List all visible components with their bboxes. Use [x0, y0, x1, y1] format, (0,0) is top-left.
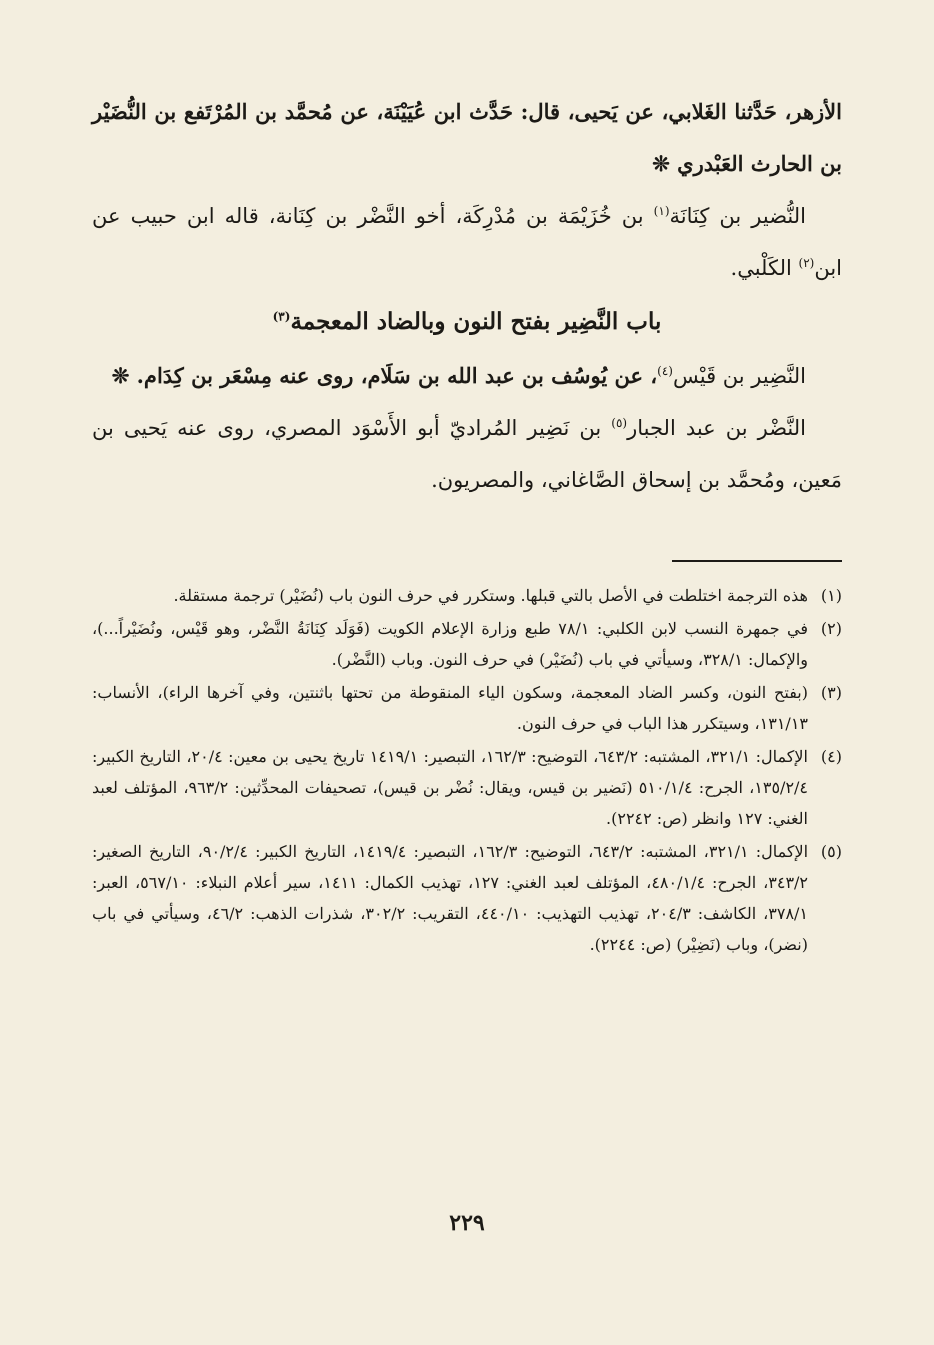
- footnotes: [92, 580, 842, 960]
- paragraph-nudayr-bin-kinana: [92, 190, 842, 294]
- footnote-ref[interactable]: (٥): [611, 416, 628, 430]
- footnote-5: [92, 836, 842, 960]
- footnote-3: [92, 677, 842, 739]
- paragraph-segment: النَّضْر بن عبد الجبار: [627, 416, 806, 440]
- footnote-text: في جمهرة النسب لابن الكلبي: ٧٨/١ طبع وزارة الإعلام الكويت (فَوَلَد كِنَانَةُ النَّضْر، وهو قَيْس، ونُضَيْراً...)، والإكمال: ٣٢٨/١، وسيأتي في باب (نُضَيْر) في حرف النون. وباب (النَّضْر).: [92, 619, 809, 669]
- footnote-number: (٥): [820, 842, 842, 861]
- paragraph-nadr-bin-abd-al-jabbar: [92, 402, 842, 506]
- footnote-number: (٢): [820, 619, 842, 638]
- page-number: ٢٢٩: [449, 1210, 485, 1236]
- footnote-4: [92, 741, 842, 834]
- footnote-number: (٣): [820, 683, 842, 702]
- footnote-separator: [672, 560, 842, 562]
- footnote-text: الإكمال: ٣٢١/١، المشتبه: ٦٤٣/٢، التوضيح: ١٦٢/٣، التبصير: ١٤١٩/١ تاريخ يحيى بن معين: ٢٠/٤، التاريخ الكبير: ١٣٥/٢/٤، الجرح: ٥١٠/١/٤ (نَضير بن قيس، ويقال: نُضْر بن قيس)، تصحيفات المحدِّثين: ٩٦٣/٢، المؤتلف لعبد الغني: ١٢٧ وانظر (ص: ٢٢٤٢).: [92, 747, 809, 828]
- footnote-number: (٤): [820, 747, 842, 766]
- heading-text: باب النَّضِير بفتح النون وبالضاد المعجمة: [290, 308, 662, 335]
- footnote-ref[interactable]: (٢): [798, 256, 815, 270]
- footnote-2: [92, 613, 842, 675]
- footnote-text: الإكمال: ٣٢١/١، المشتبه: ٦٤٣/٢، التوضيح: ١٦٢/٣، التبصير: ١٤١٩/٤، التاريخ الكبير: ٩٠/٢/٤، التاريخ الصغير: ٣٤٣/٢، الجرح: ٤٨٠/١/٤، المؤتلف لعبد الغني: ١٢٧، تهذيب الكمال: ١٤١١، سير أعلام النبلاء: ٥٦٧/١٠، العبر: ٣٧٨/١، الكاشف: ٢٠٤/٣، تهذيب التهذيب: ٤٤٠/١٠، التقريب: ٣٠٢/٢، شذرات الذهب: ٤٦/٢، وسيأتي في باب (نضر)، وباب (نَضِيْر) (ص: ٢٢٤٤).: [92, 842, 809, 954]
- paragraph-segment: بن خُزَيْمَة بن مُدْرِكَة، أخو النَّضْر بن كِنَانة، قاله ابن حبيب عن ابن: [92, 204, 842, 280]
- footnote-1: [92, 580, 842, 611]
- paragraph-isnad: [92, 86, 842, 190]
- paragraph-segment: الكَلْبي.: [730, 256, 799, 280]
- footnote-ref[interactable]: (٣): [272, 309, 291, 324]
- footnote-text: هذه الترجمة اختلطت في الأصل بالتي قبلها. وستكرر في حرف النون باب (نُضَيْر) ترجمة مستقلة.: [173, 586, 808, 605]
- section-heading: [92, 294, 842, 350]
- paragraph-segment: ، عن يُوسُف بن عبد الله بن سَلَام، روى عنه مِسْعَر بن كِدَام. ❊: [111, 363, 658, 388]
- footnote-ref[interactable]: (٤): [657, 364, 673, 378]
- paragraph-nadir-bin-qays: [92, 350, 842, 402]
- paragraph-segment: بن نَضِير المُراديّ أبو الأَسْوَد المصري، روى عنه يَحيى بن مَعين، ومُحمَّد بن إسحاق الصَّاغاني، والمصريون.: [92, 416, 842, 492]
- footnote-text: (بفتح النون، وكسر الضاد المعجمة، وسكون الياء المنقوطة من تحتها باثنتين، وفي آخرها الراء)، الأنساب: ١٣١/١٣، وسيتكرر هذا الباب في حرف النون.: [92, 683, 808, 733]
- footnote-number: (١): [820, 586, 842, 605]
- paragraph-segment: النُّضير بن كِنَانَة: [669, 204, 806, 228]
- main-text: [92, 86, 842, 506]
- paragraph-segment: النَّضِير بن قَيْس: [672, 364, 806, 388]
- footnote-ref[interactable]: (١): [653, 204, 670, 218]
- paragraph-segment: الأزهر، حَدَّثنا الغَلابي، عن يَحيى، قال: حَدَّث ابن عُيَيْنَة، عن مُحمَّد بن المُرْتَفع بن النُّضَيْر بن الحارث العَبْدري ❊: [92, 99, 842, 176]
